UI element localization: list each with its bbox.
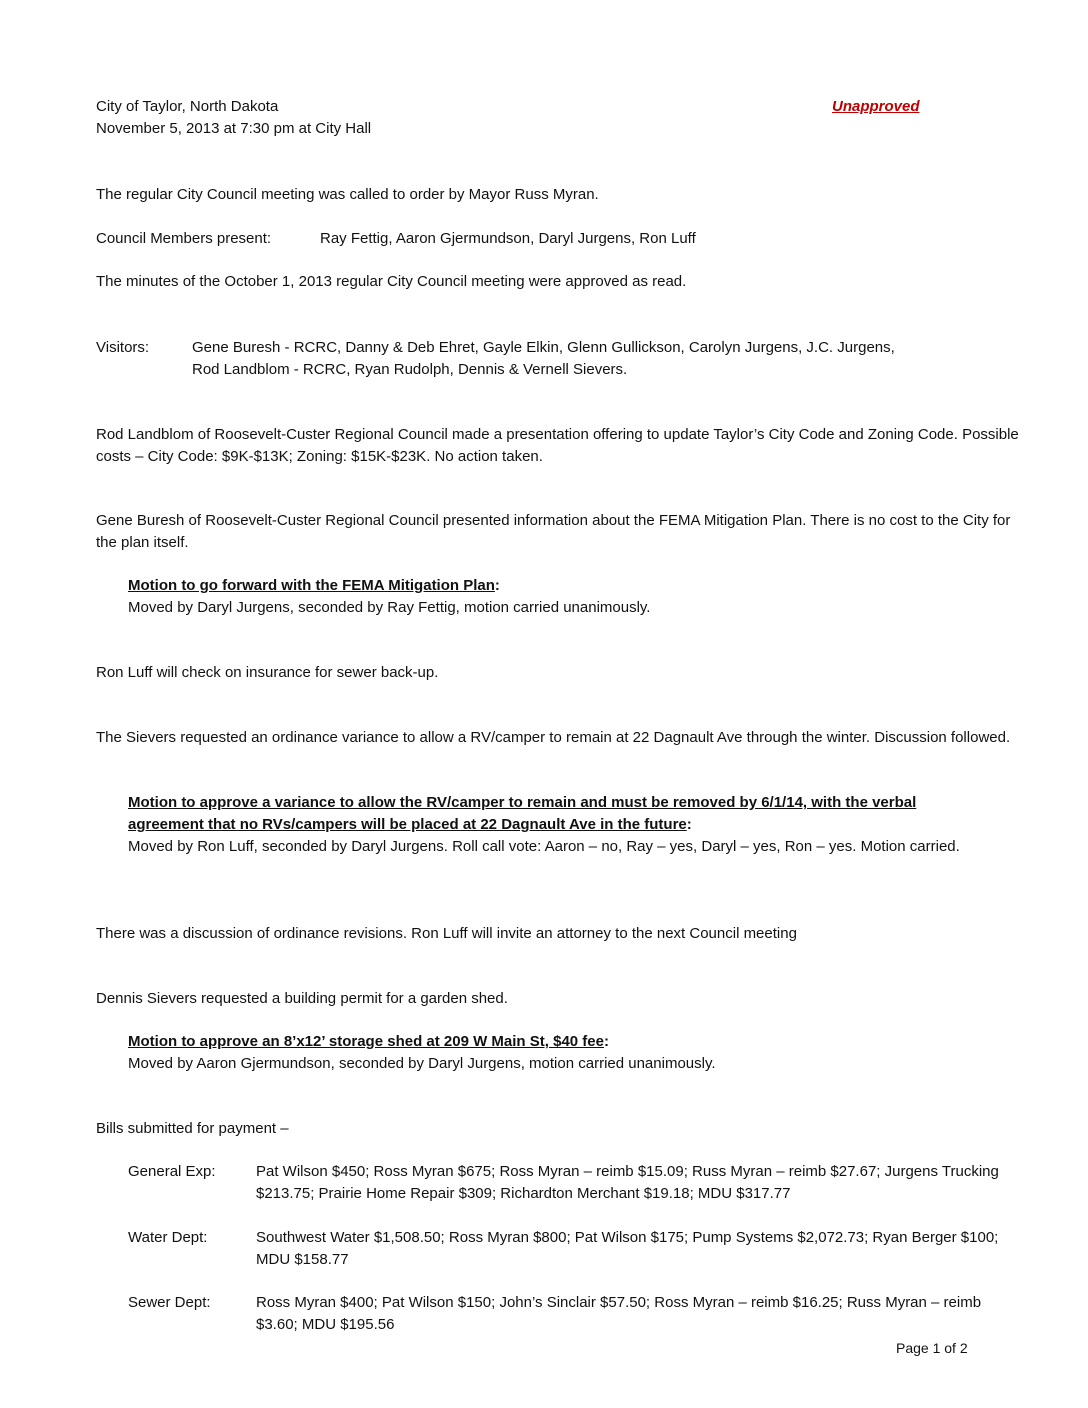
motion-fema-colon: : [494, 577, 500, 594]
motion-fema [128, 575, 1008, 619]
visitors-label: Visitors: [96, 339, 150, 356]
bills-label-sewer: Sewer Dept: [128, 1294, 211, 1311]
item-building-permit: Dennis Sievers requested a building permit for a garden shed. [96, 990, 508, 1007]
bills-text-sewer: Ross Myran $400; Pat Wilson $150; John’s Sinclair $57.50; Ross Myran – reimb $16.25; Russ Myran – reimb $3.60; MDU $195.56 [256, 1294, 982, 1333]
item-fema-plan: Gene Buresh of Roosevelt-Custer Regional Council presented information about the FEMA Mitigation Plan. There is no cost to the City for the plan itself. [96, 512, 1011, 551]
page-number: Page 1 of 2 [896, 1340, 968, 1356]
visitors-line-2: Rod Landblom - RCRC, Ryan Rudolph, Dennis & Vernell Sievers. [192, 361, 628, 378]
item-sewer-insurance: Ron Luff will check on insurance for sewer back-up. [96, 664, 439, 681]
item-sievers-variance: The Sievers requested an ordinance variance to allow a RV/camper to remain at 22 Dagnault Ave through the winter. Discussion followed. [96, 729, 1011, 746]
bills-text-water: Southwest Water $1,508.50; Ross Myran $800; Pat Wilson $175; Pump Systems $2,072.73; Ryan Berger $100; MDU $158.77 [256, 1229, 999, 1268]
motion-shed-detail: Moved by Aaron Gjermundson, seconded by Daryl Jurgens, motion carried unanimously. [128, 1055, 716, 1072]
motion-shed-colon: : [603, 1033, 609, 1050]
motion-variance-title: Motion to approve a variance to allow the RV/camper to remain and must be removed by 6/1/14, with the verbal agreement that no RVs/campers will be placed at 22 Dagnault Ave in the future [128, 794, 917, 833]
motion-shed-title: Motion to approve an 8’x12’ storage shed at 209 W Main St, $40 fee [128, 1033, 604, 1050]
city-name: City of Taylor, North Dakota [96, 98, 279, 115]
bills-text-general: Pat Wilson $450; Ross Myran $675; Ross Myran – reimb $15.09; Russ Myran – reimb $27.67; Jurgens Trucking $213.75; Prairie Home Repair $309; Richardton Merchant $19.18; MDU $317.77 [256, 1163, 999, 1202]
motion-fema-detail: Moved by Daryl Jurgens, seconded by Ray Fettig, motion carried unanimously. [128, 599, 651, 616]
meeting-date: November 5, 2013 at 7:30 pm at City Hall [96, 120, 372, 137]
motion-variance-detail: Moved by Ron Luff, seconded by Daryl Jurgens. Roll call vote: Aaron – no, Ray – yes, Daryl – yes, Ron – yes. Motion carried. [128, 838, 960, 855]
call-to-order: The regular City Council meeting was called to order by Mayor Russ Myran. [96, 186, 599, 203]
status-label: Unapproved [832, 98, 920, 115]
motion-fema-title: Motion to go forward with the FEMA Mitigation Plan [128, 577, 495, 594]
bills-intro: Bills submitted for payment – [96, 1120, 289, 1137]
motion-variance-colon: : [686, 816, 692, 833]
members-label: Council Members present: [96, 230, 272, 247]
motion-variance [128, 792, 978, 858]
item-ordinance-revisions: There was a discussion of ordinance revisions. Ron Luff will invite an attorney to the next Council meeting [96, 925, 797, 942]
item-rcrc-presentation: Rod Landblom of Roosevelt-Custer Regional Council made a presentation offering to update Taylor’s City Code and Zoning Code. Possible costs – City Code: $9K-$13K; Zoning: $15K-$23K. No action taken. [96, 426, 1019, 465]
members-names: Ray Fettig, Aaron Gjermundson, Daryl Jurgens, Ron Luff [320, 230, 696, 247]
minutes-approval: The minutes of the October 1, 2013 regular City Council meeting were approved as read. [96, 273, 687, 290]
visitors-line-1: Gene Buresh - RCRC, Danny & Deb Ehret, Gayle Elkin, Glenn Gullickson, Carolyn Jurgens, J.C. Jurgens, [192, 339, 895, 356]
bills-label-general: General Exp: [128, 1163, 216, 1180]
motion-shed [128, 1031, 1008, 1075]
bills-label-water: Water Dept: [128, 1229, 208, 1246]
